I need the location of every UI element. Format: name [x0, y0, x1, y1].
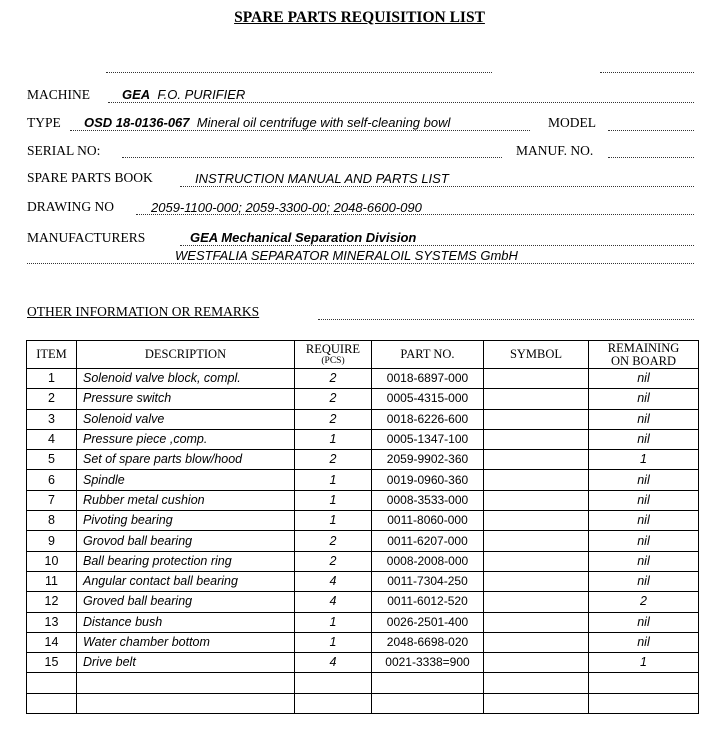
table-row: [27, 511, 699, 531]
cell-description: Ball bearing protection ring: [77, 551, 295, 571]
remarks-line: [318, 319, 694, 320]
cell-description: Pressure switch: [77, 389, 295, 409]
cell-part-no: [372, 693, 484, 713]
top-blank-line-left: [106, 72, 492, 73]
book-value: INSTRUCTION MANUAL AND PARTS LIST: [195, 171, 449, 186]
cell-part-no: 0005-1347-100: [372, 429, 484, 449]
book-label: SPARE PARTS BOOK: [27, 170, 153, 185]
cell-part-no: 0018-6226-600: [372, 409, 484, 429]
manufacturers-line1-rule: [180, 245, 694, 246]
type-value: [84, 115, 450, 130]
cell-item: 12: [27, 592, 77, 612]
table-row: [27, 369, 699, 389]
cell-remaining: nil: [589, 429, 699, 449]
cell-require: 1: [295, 612, 372, 632]
remarks-label: OTHER INFORMATION OR REMARKS: [27, 304, 260, 319]
header-symbol: SYMBOL: [484, 341, 589, 369]
manuf-label: MANUF. NO.: [516, 143, 594, 158]
cell-part-no: 2048-6698-020: [372, 632, 484, 652]
cell-symbol: [484, 632, 589, 652]
table-row: [27, 531, 699, 551]
cell-remaining: nil: [589, 612, 699, 632]
cell-part-no: 0011-8060-000: [372, 511, 484, 531]
cell-require: 4: [295, 653, 372, 673]
cell-symbol: [484, 571, 589, 591]
cell-symbol: [484, 592, 589, 612]
cell-remaining: nil: [589, 389, 699, 409]
cell-require: 1: [295, 511, 372, 531]
cell-require: [295, 673, 372, 693]
cell-symbol: [484, 511, 589, 531]
cell-description: Drive belt: [77, 653, 295, 673]
cell-item: 10: [27, 551, 77, 571]
table-row: [27, 632, 699, 652]
machine-line: [108, 102, 694, 103]
table-row: [27, 470, 699, 490]
cell-remaining: nil: [589, 470, 699, 490]
cell-remaining: nil: [589, 369, 699, 389]
cell-item: 3: [27, 409, 77, 429]
type-line: [70, 130, 530, 131]
machine-label: MACHINE: [27, 87, 90, 102]
header-require-unit: (PCS): [321, 356, 345, 366]
cell-description: Water chamber bottom: [77, 632, 295, 652]
header-part-no: PART NO.: [372, 341, 484, 369]
model-label: MODEL: [548, 115, 596, 130]
cell-part-no: 0021-3338=900: [372, 653, 484, 673]
cell-symbol: [484, 612, 589, 632]
cell-remaining: 1: [589, 450, 699, 470]
cell-item: 7: [27, 490, 77, 510]
serial-line: [122, 157, 502, 158]
cell-item: 13: [27, 612, 77, 632]
cell-symbol: [484, 450, 589, 470]
cell-remaining: [589, 693, 699, 713]
cell-description: Pressure piece ,comp.: [77, 429, 295, 449]
cell-symbol: [484, 693, 589, 713]
cell-part-no: 0011-7304-250: [372, 571, 484, 591]
cell-part-no: 0026-2501-400: [372, 612, 484, 632]
cell-description: Rubber metal cushion: [77, 490, 295, 510]
cell-part-no: [372, 673, 484, 693]
cell-item: 8: [27, 511, 77, 531]
cell-item: 9: [27, 531, 77, 551]
cell-part-no: 0005-4315-000: [372, 389, 484, 409]
manufacturers-line1-text: GEA Mechanical Separation Division: [190, 230, 417, 245]
cell-item: 6: [27, 470, 77, 490]
cell-description: Distance bush: [77, 612, 295, 632]
cell-remaining: [589, 673, 699, 693]
book-line: [180, 186, 694, 187]
table-row: [27, 673, 699, 693]
machine-brand: GEA: [122, 87, 151, 102]
cell-symbol: [484, 429, 589, 449]
manufacturers-line2-rule: [27, 263, 694, 264]
drawing-label: DRAWING NO: [27, 199, 115, 214]
cell-item: 4: [27, 429, 77, 449]
table-row: [27, 653, 699, 673]
type-description: Mineral oil centrifuge with self-cleaning bowl: [196, 115, 451, 130]
cell-item: [27, 693, 77, 713]
cell-item: 5: [27, 450, 77, 470]
cell-item: 2: [27, 389, 77, 409]
machine-value: [122, 87, 245, 102]
cell-description: Solenoid valve block, compl.: [77, 369, 295, 389]
drawing-value: 2059-1100-000; 2059-3300-00; 2048-6600-090: [151, 200, 422, 215]
machine-name: F.O. PURIFIER: [157, 87, 246, 102]
cell-part-no: 0018-6897-000: [372, 369, 484, 389]
cell-remaining: nil: [589, 490, 699, 510]
cell-remaining: 1: [589, 653, 699, 673]
cell-symbol: [484, 369, 589, 389]
table-row: [27, 389, 699, 409]
cell-symbol: [484, 389, 589, 409]
cell-item: [27, 673, 77, 693]
cell-symbol: [484, 470, 589, 490]
cell-remaining: nil: [589, 551, 699, 571]
cell-require: 4: [295, 571, 372, 591]
top-blank-line-right: [600, 72, 694, 73]
cell-description: Grovod ball bearing: [77, 531, 295, 551]
cell-remaining: 2: [589, 592, 699, 612]
cell-require: 2: [295, 389, 372, 409]
table-row: [27, 612, 699, 632]
cell-symbol: [484, 531, 589, 551]
parts-table: [26, 340, 699, 714]
cell-part-no: 0008-3533-000: [372, 490, 484, 510]
cell-remaining: nil: [589, 511, 699, 531]
page-title: SPARE PARTS REQUISITION LIST: [234, 9, 485, 26]
cell-require: 1: [295, 490, 372, 510]
cell-symbol: [484, 673, 589, 693]
cell-description: [77, 673, 295, 693]
header-require-label: REQUIRE: [305, 342, 361, 356]
cell-symbol: [484, 653, 589, 673]
cell-require: 2: [295, 551, 372, 571]
table-header-row: [27, 341, 699, 369]
header-item: ITEM: [27, 341, 77, 369]
cell-require: 1: [295, 429, 372, 449]
manuf-line: [608, 157, 694, 158]
cell-remaining: nil: [589, 409, 699, 429]
cell-item: 11: [27, 571, 77, 591]
header-remaining: [589, 341, 699, 369]
cell-require: 2: [295, 531, 372, 551]
cell-remaining: nil: [589, 632, 699, 652]
cell-part-no: 0008-2008-000: [372, 551, 484, 571]
type-label: TYPE: [27, 115, 61, 130]
header-remaining-line1: REMAINING: [607, 340, 680, 355]
cell-item: 1: [27, 369, 77, 389]
cell-description: Solenoid valve: [77, 409, 295, 429]
table-row: [27, 409, 699, 429]
cell-require: 2: [295, 409, 372, 429]
cell-require: 2: [295, 450, 372, 470]
table-row: [27, 551, 699, 571]
table-row: [27, 450, 699, 470]
cell-require: 2: [295, 369, 372, 389]
cell-part-no: 0011-6012-520: [372, 592, 484, 612]
table-row: [27, 693, 699, 713]
table-row: [27, 592, 699, 612]
manufacturers-line1: [190, 230, 416, 245]
header-require: [295, 341, 372, 369]
cell-symbol: [484, 551, 589, 571]
cell-description: Set of spare parts blow/hood: [77, 450, 295, 470]
cell-description: Angular contact ball bearing: [77, 571, 295, 591]
serial-label: SERIAL NO:: [27, 143, 101, 158]
manufacturers-line2: WESTFALIA SEPARATOR MINERALOIL SYSTEMS GmbH: [175, 248, 518, 263]
table-row: [27, 490, 699, 510]
model-line: [608, 130, 694, 131]
cell-description: [77, 693, 295, 713]
cell-part-no: 2059-9902-360: [372, 450, 484, 470]
cell-item: 14: [27, 632, 77, 652]
cell-remaining: nil: [589, 571, 699, 591]
table-row: [27, 429, 699, 449]
cell-require: [295, 693, 372, 713]
drawing-line: [136, 214, 694, 215]
cell-remaining: nil: [589, 531, 699, 551]
cell-require: 1: [295, 470, 372, 490]
table-row: [27, 571, 699, 591]
cell-part-no: 0019-0960-360: [372, 470, 484, 490]
cell-description: Groved ball bearing: [77, 592, 295, 612]
type-code: OSD 18-0136-067: [84, 115, 190, 130]
cell-symbol: [484, 490, 589, 510]
cell-description: Spindle: [77, 470, 295, 490]
cell-require: 1: [295, 632, 372, 652]
cell-require: 4: [295, 592, 372, 612]
cell-description: Pivoting bearing: [77, 511, 295, 531]
cell-item: 15: [27, 653, 77, 673]
cell-symbol: [484, 409, 589, 429]
header-description: DESCRIPTION: [77, 341, 295, 369]
header-remaining-line2: ON BOARD: [611, 353, 676, 368]
manufacturers-label: MANUFACTURERS: [27, 230, 146, 245]
cell-part-no: 0011-6207-000: [372, 531, 484, 551]
